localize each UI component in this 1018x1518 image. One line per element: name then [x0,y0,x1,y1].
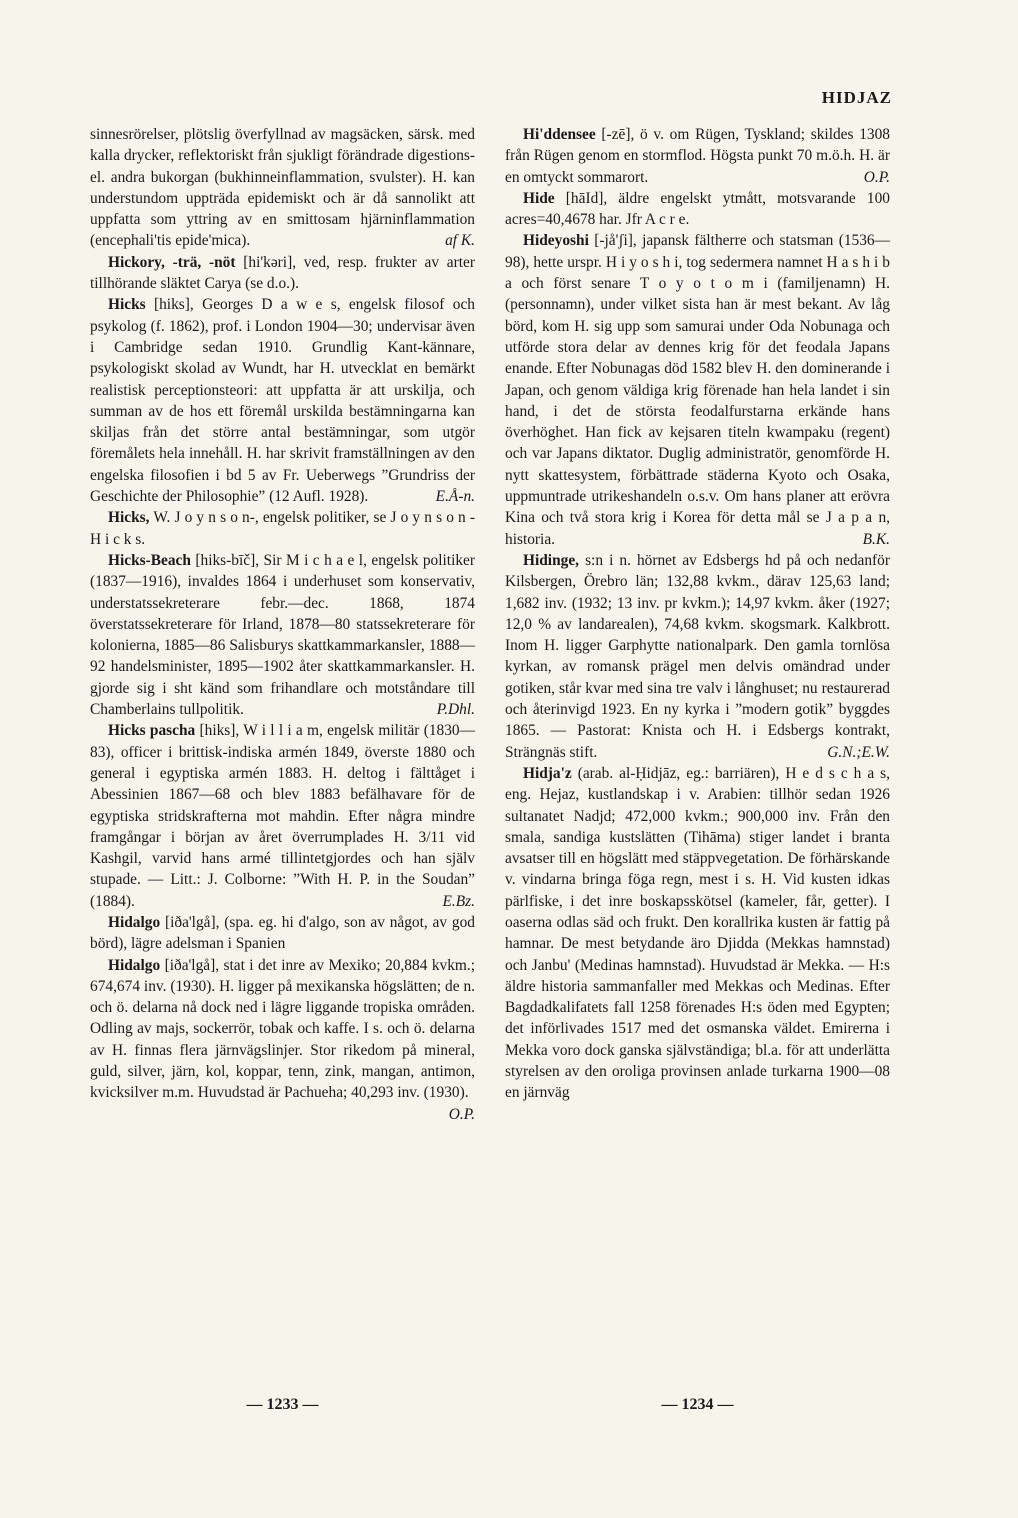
entry-text: [hāId], äldre engelskt ytmått, motsvarande 100 acres=40,4678 har. Jfr A c r e. [505,189,890,229]
running-head: HIDJAZ [821,88,892,107]
entry-headword: Hidja'z [523,764,572,782]
dictionary-entry [90,720,475,912]
entry-text: [iða'lgå], stat i det inre av Mexiko; 20,884 kvkm.; 674,674 inv. (1930). H. ligger på mexikanska högslätten; de n. och ö. delarna nå dock ned i lägre liggande tropiska områden. Odling av majs, sockerrör, tobak och kaffe. I s. och ö. delarna av H. finnas flera järnvägslinjer. Stor rikedom på mineral, guld, silver, järn, kol, koppar, tenn, zink, mangan, antimon, kvicksilver m.m. Huvudstad är Pachueha; 40,293 inv. (1930). [90,956,475,1102]
dictionary-entry [90,124,475,252]
entry-text: s:n i n. hörnet av Edsbergs hd på och nedanför Kilsbergen, Örebro län; 132,88 kvkm., därav 125,63 land; 1,682 inv. (1932; 13 inv. pr kvkm.); 14,97 kvkm. åker (1927; 12,0 % av landarealen), 74,68 kvkm. skogsmark. Kalkbrott. Inom H. ligger Garphytte nationalpark. Den gamla tornlösa kyrkan, av romansk prägel men delvis omändrad under gotiken, står kvar med sina tre valv i långhuset; nu restaurerad och återinvigd 1923. En ny kyrka i ”modern gotik” byggdes 1865. — Pastorat: Knista och H. i Edsbergs kontrakt, Strängnäs stift. [505,551,890,761]
author-signature: O.P. [863,168,890,186]
author-signature: B.K. [862,530,890,548]
entry-text: (arab. al-Ḥidjāz, eg.: barriären), H e d s c h a s, eng. Hejaz, kustlandskap i v. Arabien: tillhör sedan 1926 sultanatet Nadjd; 472,000 kvkm.; 900,000 inv. Från den smala, sandiga kustslätten (Tihāma) stiger landet i branta avsatser till en högslätt med stäppvegetation. De förhärskande v. vindarna bringa föga regn, mest i s. H. Vid kusten idkas pärlfiske, i det inre boskapsskötsel (kameler, får, getter). I oaserna odlas säd och frukt. Den korallrika kusten är fattig på hamnar. De mest betydande äro Djidda (Mekkas hamnstad) och Janbu' (Medinas hamnstad). Huvudstad är Mekka. — H:s äldre historia sammanfaller med Mekkas och Medinas. Efter Bagdadkalifatets fall 1258 förenades H:s öden med Egypten; det införlivades 1517 med det osmanska väldet. Emirerna i Mekka voro dock ganska självständiga; bl.a. för att underlätta styrelsen av den oroliga provinsen anlade turkarna 1900—08 en järnväg [505,764,890,1102]
entry-text: [-zē], ö v. om Rügen, Tyskland; skildes 1308 från Rügen genom en stormflod. Högsta punkt 70 m.ö.h. H. är en omtyckt sommarort. [505,126,890,186]
entry-headword: Hickory, -trä, -nöt [108,253,236,271]
dictionary-entry [505,230,890,549]
entry-text: sinnesrörelser, plötslig överfyllnad av magsäcken, särsk. med kalla drycker, reflektoriskt från sjukligt förändrade digestions- el. andra bukorgan (bukhinneinflammation, svulster). H. kan understundom uppträda epidemiskt och är då sannolikt att uppfatta som yttring av en smittosam hjärninflammation (encephali'tis epide'mica). [90,126,475,250]
entry-text: W. J o y n s o n-, engelsk politiker, se J o y n s o n - H i c k s. [90,509,475,548]
entry-text: [hi'kəri], ved, resp. frukter av arter tillhörande släktet Carya (se d.o.). [90,253,475,293]
dictionary-entry [90,955,475,1123]
author-signature: O.P. [448,1105,475,1123]
author-signature: E.Å-n. [435,488,475,506]
dictionary-entry [90,507,475,550]
left-column [90,124,475,1125]
entry-headword: Hicks, [108,509,150,527]
entry-headword: Hicks pascha [108,722,196,740]
entry-text: [-jå'ʃi], japansk fältherre och statsman (1536—98), hette urspr. H i y o s h i, tog sedermera namnet H a s h i b a och först senare T o y o t o m i (familjenamn) H. (personnamn), under vilket sista han är mest bekant. Av låg börd, kom H. sig upp som samurai under Oda Nobunaga och utförde stora delar av dennes krig för det feodala Japans enande. Efter Nobunagas död 1582 blev H. den dominerande i Japan, och genom väldiga krig förenade han hela landet i sin hand, i det de största feodalfurstarna erkände hans överhöghet. Han fick av kejsaren titeln kwampaku (regent) och var Japans diktator. Duglig administratör, genomförde H. nytt skattesystem, förbättrade städerna Kyoto och Osaka, uppmuntrade utrikeshandeln o.s.v. Om hans planer att erövra Kina och två stora krig i Korea för detta mål se J a p a n, historia. [505,232,890,548]
entry-headword: Hi'ddensee [523,126,596,143]
dictionary-entry [90,912,475,955]
author-signature: af K. [445,232,475,250]
dictionary-entry [505,188,890,231]
page-number-right: — 1234 — [661,1396,734,1413]
entry-text: [iða'lgå], (spa. eg. hi d'algo, son av något, av god börd), lägre adelsman i Spanien [90,913,475,953]
entry-text: [hiks-bīč], Sir M i c h a e l, engelsk politiker (1837—1916), invaldes 1864 i underhuset som konservativ, understatssekreterare febr.—dec. 1868, 1874 överstatssekreterare för Irland, 1878—80 statssekreterare för kolonierna, 1885—86 Salisburys skattkammarkansler, 1888—92 handelsminister, 1895—1902 åter skattkammarkansler. H. gjorde sig i sht känd som frihandlare och motståndare till Chamberlains tullpolitik. [90,551,475,719]
entry-headword: Hidalgo [108,956,161,974]
entry-headword: Hicks [108,296,146,314]
author-signature: E.Bz. [442,892,475,910]
entry-headword: Hicks-Beach [108,551,191,569]
dictionary-entry [90,550,475,720]
dictionary-entry [505,124,890,188]
author-signature: P.Dhl. [436,701,475,719]
entry-headword: Hidinge, [523,551,580,569]
author-signature: G.N.;E.W. [827,743,890,761]
dictionary-entry [505,550,890,763]
page-number-left: — 1233 — [246,1396,319,1413]
entry-text: [hiks], W i l l i a m, engelsk militär (1830—83), officer i brittisk-indiska armén 1849, överste 1880 och general i egyptiska armén 1883. H. deltog i fälttåget i Abessinien 1867—68 och blev 1883 befälhavare för de egyptiska stridskrafterna mot mahdin. Efter några mindre framgångar i början av året överrumplades H. 3/11 vid Kashgil, varvid hans armé tillintetgjordes och han själv stupade. — Litt.: J. Colborne: ”With H. P. in the Soudan” (1884). [90,722,475,910]
entry-headword: Hidalgo [108,913,161,931]
dictionary-entry [90,294,475,507]
entry-headword: Hideyoshi [523,232,589,250]
dictionary-entry [505,763,890,1104]
entry-headword: Hide [523,189,555,207]
dictionary-entry [90,252,475,295]
entry-text: [hiks], Georges D a w e s, engelsk filosof och psykolog (f. 1862), prof. i London 1904—30; undervisar även i Cambridge sedan 1910. Grundlig Kant-kännare, psykologiskt skolad av Wundt, har H. utvecklat en bemärkt realistisk perceptionsteori: att uppfatta är att urskilja, och summan av de hos ett föremål urskilda bestämningarna kan skiljas från det större antal bestämningar, som utgör föremålets hela innehåll. H. har skrivit framställningen av den engelska filosofien i bd 5 av Fr. Ueberwegs ”Grundriss der Geschichte der Philosophie” (12 Aufl. 1928). [90,296,475,506]
right-column [505,124,890,1104]
